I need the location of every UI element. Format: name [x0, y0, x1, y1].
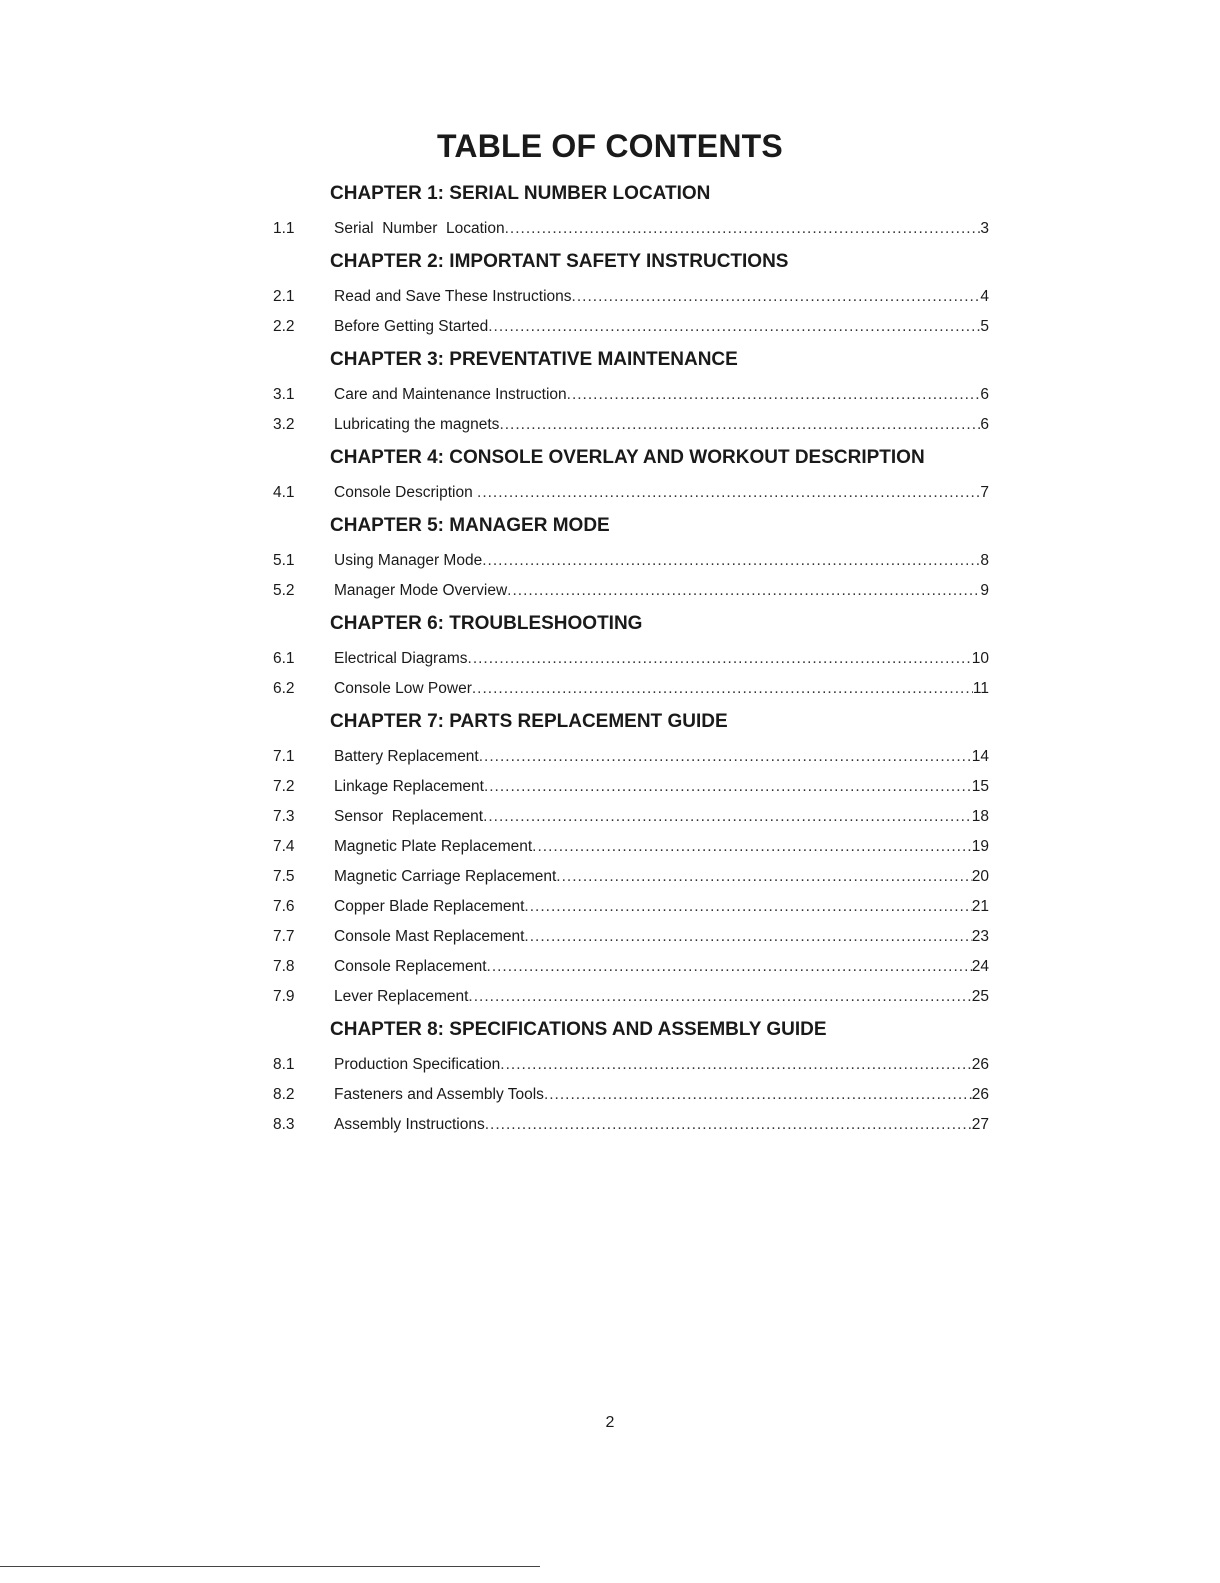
dot-leader	[485, 1110, 972, 1140]
dot-leader	[572, 282, 981, 312]
entry-page-number: 6	[980, 416, 989, 433]
entry-title: Production Specification	[334, 1056, 501, 1073]
entry-title: Console Mast Replacement	[334, 928, 525, 945]
dot-leader	[505, 214, 981, 244]
entry-page-number: 19	[971, 838, 989, 855]
toc-entry[interactable]	[273, 892, 989, 922]
toc-entry[interactable]	[273, 922, 989, 952]
entry-page-number: 9	[980, 582, 989, 599]
entry-title: Battery Replacement	[334, 748, 479, 765]
dot-leader	[479, 742, 972, 772]
toc-entry[interactable]	[273, 1050, 989, 1080]
entry-title: Console Replacement	[334, 958, 487, 975]
entry-title: Electrical Diagrams	[334, 650, 468, 667]
entry-page-number: 23	[971, 928, 989, 945]
toc-chapter	[273, 180, 989, 244]
toc-chapter	[273, 248, 989, 342]
entry-section-number: 8.2	[273, 1086, 295, 1103]
chapter-heading: CHAPTER 1: SERIAL NUMBER LOCATION	[330, 183, 711, 204]
entry-section-number: 7.2	[273, 778, 295, 795]
entry-section-number: 3.2	[273, 416, 295, 433]
toc-entry[interactable]	[273, 802, 989, 832]
toc-entry[interactable]	[273, 952, 989, 982]
entry-page-number: 15	[971, 778, 989, 795]
entry-section-number: 4.1	[273, 484, 295, 501]
page-number: 2	[605, 1414, 615, 1431]
entry-section-number: 6.1	[273, 650, 295, 667]
dot-leader	[556, 862, 971, 892]
entry-page-number: 26	[971, 1086, 989, 1103]
toc-entry[interactable]	[273, 410, 989, 440]
toc-entry[interactable]	[273, 478, 989, 508]
entry-title: Lubricating the magnets	[334, 416, 500, 433]
dot-leader	[524, 892, 971, 922]
entry-section-number: 7.5	[273, 868, 295, 885]
entry-page-number: 10	[971, 650, 989, 667]
toc-entry[interactable]	[273, 742, 989, 772]
toc-entry[interactable]	[273, 1110, 989, 1140]
entry-page-number: 20	[971, 868, 989, 885]
toc-entry[interactable]	[273, 312, 989, 342]
toc-entry[interactable]	[273, 282, 989, 312]
dot-leader	[500, 1050, 971, 1080]
entry-page-number: 5	[980, 318, 989, 335]
dot-leader	[524, 922, 971, 952]
toc-list	[273, 176, 989, 1140]
dot-leader	[482, 546, 980, 576]
toc-entry[interactable]	[273, 674, 989, 704]
chapter-heading: CHAPTER 6: TROUBLESHOOTING	[330, 613, 643, 634]
entry-page-number: 8	[980, 552, 989, 569]
toc-entry[interactable]	[273, 772, 989, 802]
entry-title: Serial Number Location	[334, 220, 505, 237]
entry-page-number: 26	[971, 1056, 989, 1073]
toc-entry[interactable]	[273, 982, 989, 1012]
toc-chapter	[273, 708, 989, 1012]
entry-title: Lever Replacement	[334, 988, 469, 1005]
toc-entry[interactable]	[273, 576, 989, 606]
entry-section-number: 1.1	[273, 220, 295, 237]
entry-section-number: 2.1	[273, 288, 295, 305]
toc-chapter	[273, 444, 989, 508]
entry-title: Fasteners and Assembly Tools	[334, 1086, 544, 1103]
entry-title: Before Getting Started	[334, 318, 489, 335]
entry-section-number: 8.3	[273, 1116, 295, 1133]
toc-entry[interactable]	[273, 832, 989, 862]
entry-page-number: 21	[971, 898, 989, 915]
entry-page-number: 6	[980, 386, 989, 403]
entry-page-number: 18	[971, 808, 989, 825]
entry-page-number: 4	[980, 288, 989, 305]
dot-leader	[472, 674, 973, 704]
dot-leader	[477, 478, 980, 508]
chapter-heading: CHAPTER 5: MANAGER MODE	[330, 515, 610, 536]
toc-title: TABLE OF CONTENTS	[437, 128, 783, 164]
entry-section-number: 7.1	[273, 748, 295, 765]
dot-leader	[468, 982, 971, 1012]
dot-leader	[532, 832, 972, 862]
entry-section-number: 7.6	[273, 898, 295, 915]
entry-page-number: 27	[971, 1116, 989, 1133]
entry-title: Magnetic Plate Replacement	[334, 838, 533, 855]
entry-title: Linkage Replacement	[334, 778, 484, 795]
chapter-heading: CHAPTER 2: IMPORTANT SAFETY INSTRUCTIONS	[330, 251, 789, 272]
chapter-heading: CHAPTER 7: PARTS REPLACEMENT GUIDE	[330, 711, 728, 732]
chapter-heading: CHAPTER 3: PREVENTATIVE MAINTENANCE	[330, 349, 738, 370]
entry-section-number: 7.4	[273, 838, 295, 855]
entry-title: Console Low Power	[334, 680, 472, 697]
toc-entry[interactable]	[273, 644, 989, 674]
entry-title: Care and Maintenance Instruction	[334, 386, 567, 403]
entry-section-number: 5.2	[273, 582, 295, 599]
entry-page-number: 25	[971, 988, 989, 1005]
entry-section-number: 7.9	[273, 988, 295, 1005]
dot-leader	[544, 1080, 972, 1110]
toc-entry[interactable]	[273, 1080, 989, 1110]
dot-leader	[468, 644, 972, 674]
entry-page-number: 14	[971, 748, 989, 765]
dot-leader	[487, 952, 972, 982]
entry-section-number: 6.2	[273, 680, 295, 697]
dot-leader	[483, 802, 972, 832]
entry-section-number: 3.1	[273, 386, 295, 403]
entry-title: Manager Mode Overview	[334, 582, 508, 599]
toc-entry[interactable]	[273, 380, 989, 410]
entry-section-number: 2.2	[273, 318, 295, 335]
toc-chapter	[273, 610, 989, 704]
dot-leader	[499, 410, 980, 440]
dot-leader	[488, 312, 980, 342]
footer-rule	[0, 1566, 540, 1567]
entry-title: Using Manager Mode	[334, 552, 483, 569]
dot-leader	[507, 576, 980, 606]
entry-section-number: 8.1	[273, 1056, 295, 1073]
toc-entry[interactable]	[273, 214, 989, 244]
entry-page-number: 24	[971, 958, 989, 975]
chapter-heading: CHAPTER 8: SPECIFICATIONS AND ASSEMBLY GUIDE	[330, 1019, 827, 1040]
entry-title: Read and Save These Instructions	[334, 288, 572, 305]
entry-title: Assembly Instructions	[334, 1116, 485, 1133]
toc-chapter	[273, 1016, 989, 1140]
toc-chapter	[273, 512, 989, 606]
entry-title: Console Description	[334, 484, 478, 501]
entry-page-number: 11	[972, 680, 989, 697]
entry-title: Magnetic Carriage Replacement	[334, 868, 557, 885]
entry-section-number: 7.8	[273, 958, 295, 975]
entry-section-number: 7.7	[273, 928, 295, 945]
entry-section-number: 5.1	[273, 552, 295, 569]
entry-title: Copper Blade Replacement	[334, 898, 525, 915]
toc-entry[interactable]	[273, 862, 989, 892]
entry-page-number: 3	[980, 220, 989, 237]
entry-title: Sensor Replacement	[334, 808, 484, 825]
entry-section-number: 7.3	[273, 808, 295, 825]
entry-page-number: 7	[980, 484, 989, 501]
toc-chapter	[273, 346, 989, 440]
dot-leader	[567, 380, 981, 410]
chapter-heading: CHAPTER 4: CONSOLE OVERLAY AND WORKOUT DESCRIPTION	[330, 447, 925, 468]
dot-leader	[484, 772, 972, 802]
toc-entry[interactable]	[273, 546, 989, 576]
